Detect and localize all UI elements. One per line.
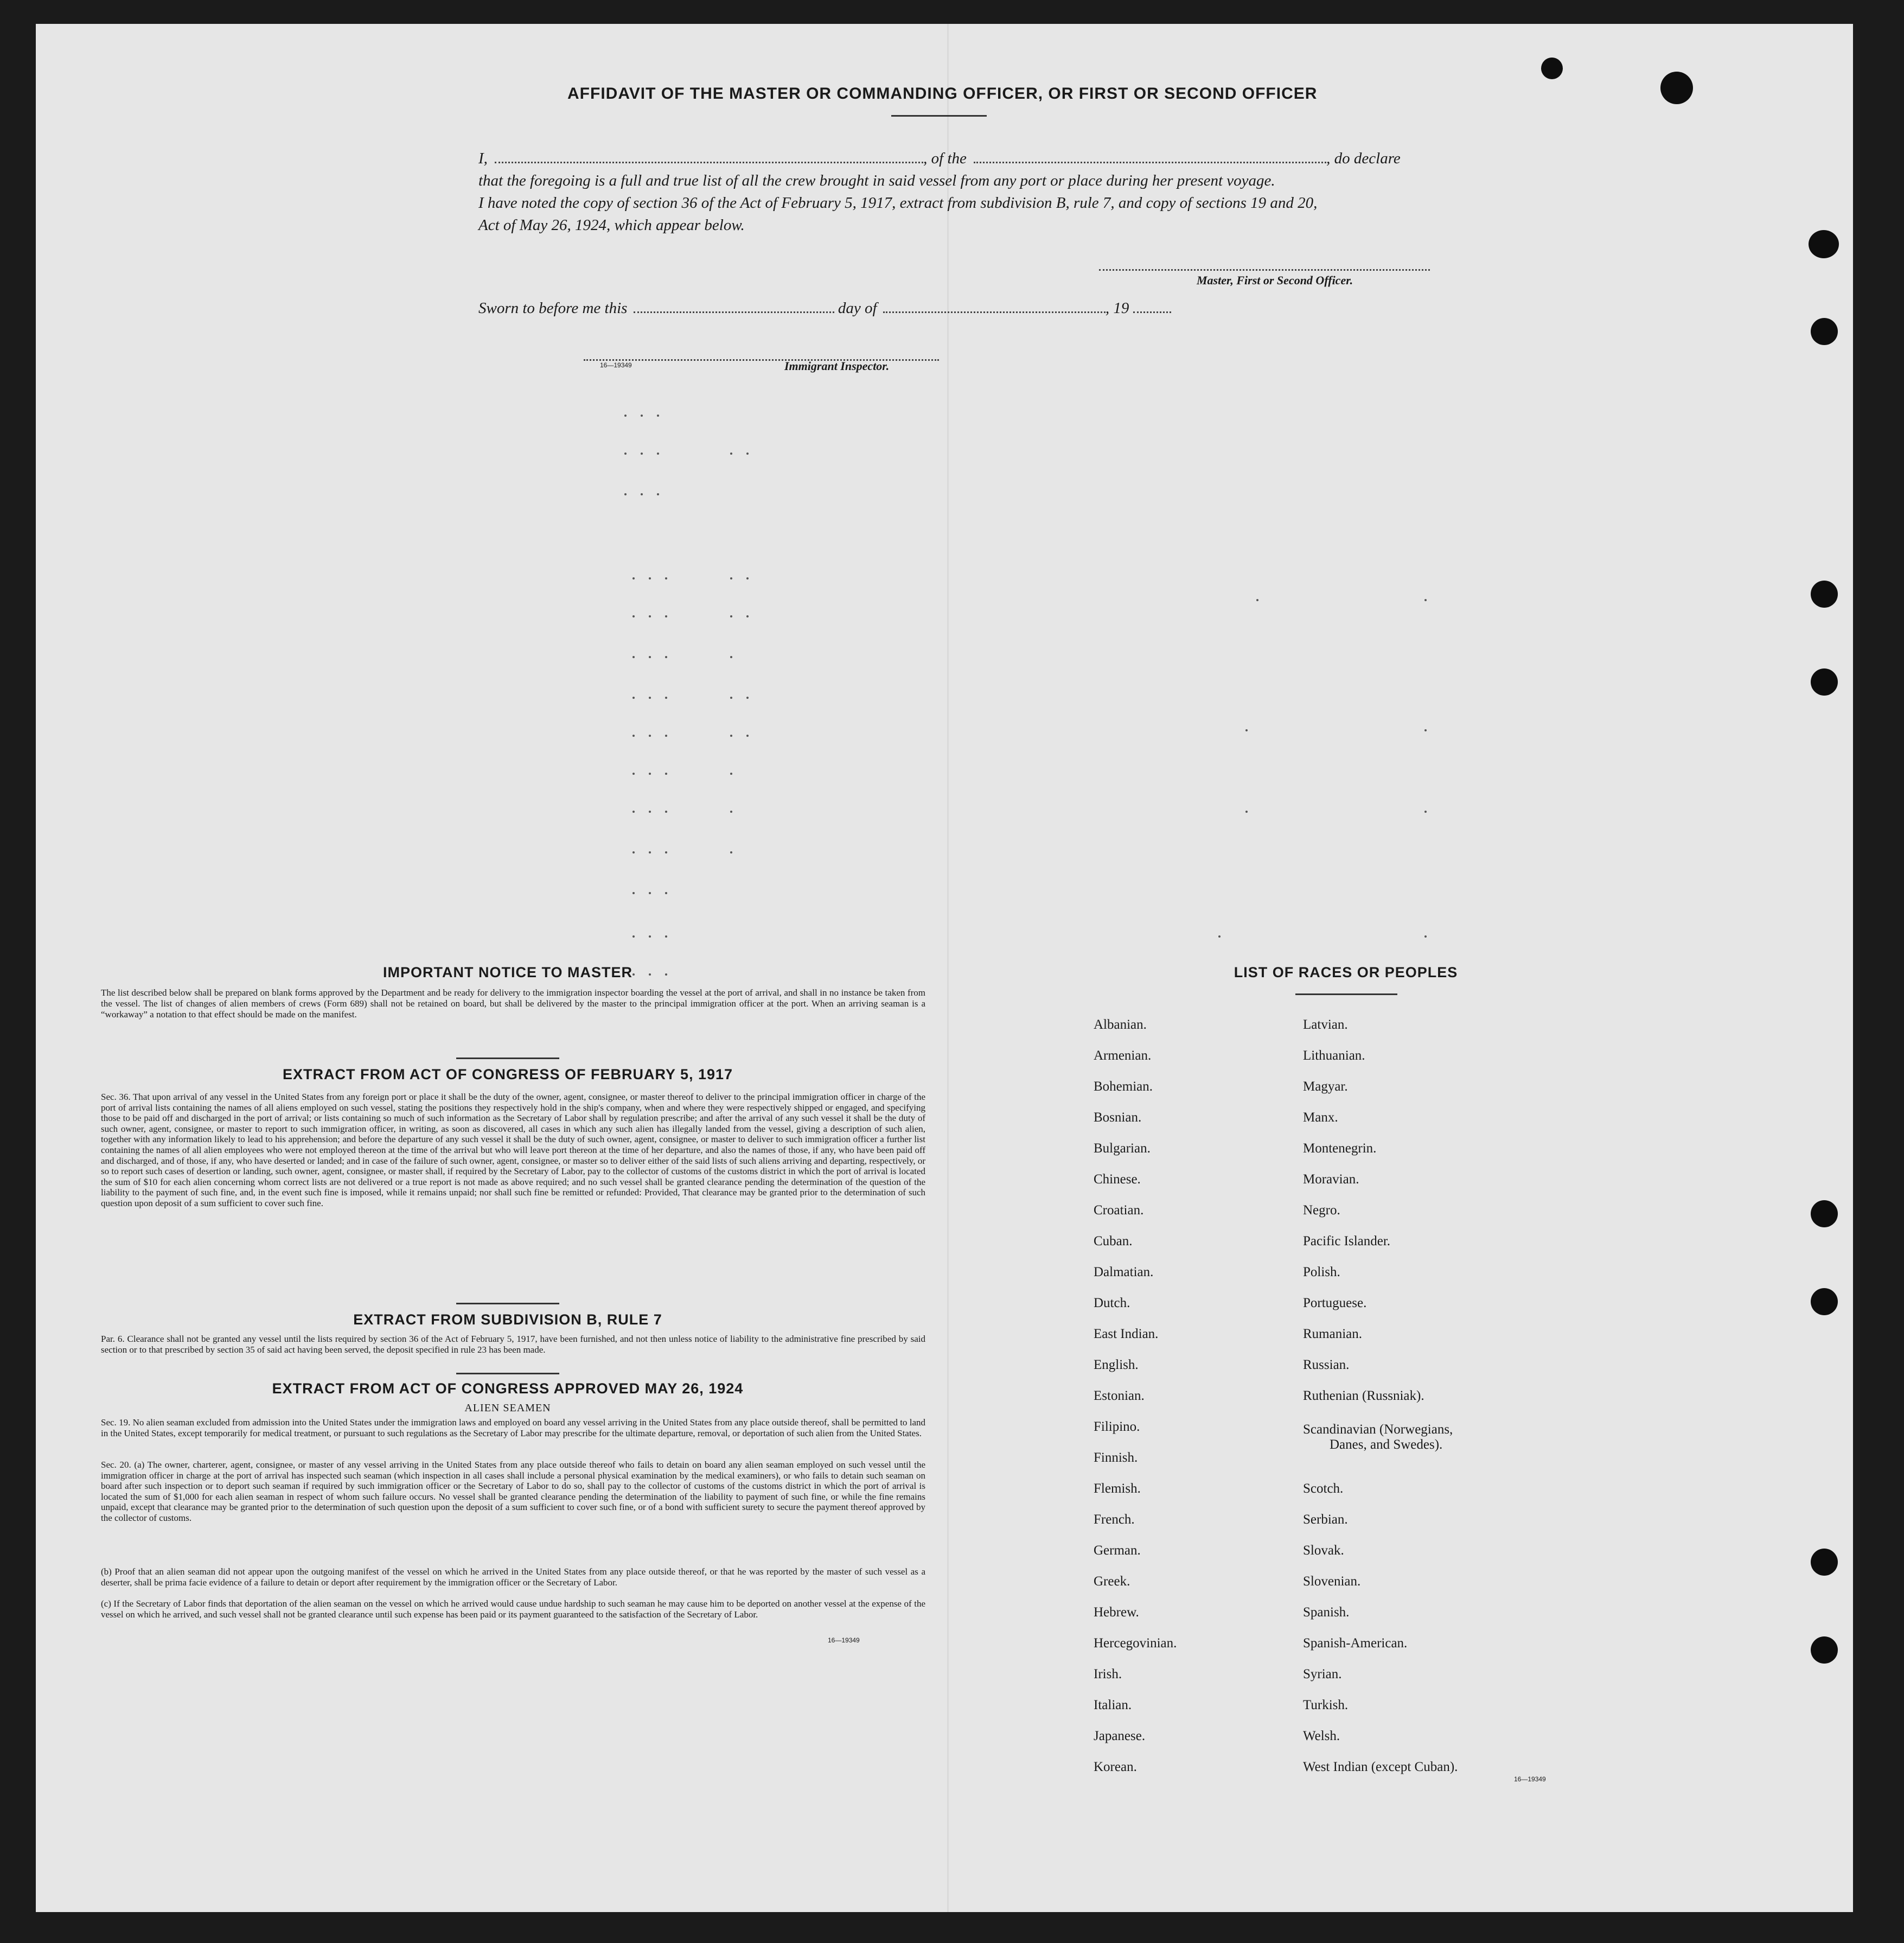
race-item: Korean. <box>1094 1760 1137 1774</box>
affidavit-title-rule <box>891 115 987 117</box>
form-page <box>36 24 1853 1912</box>
race-item: Greek. <box>1094 1574 1130 1589</box>
race-item: Estonian. <box>1094 1388 1145 1403</box>
form-number-right: 16—19349 <box>1514 1775 1546 1783</box>
punch-hole <box>1541 58 1563 79</box>
race-item: Welsh. <box>1303 1729 1340 1743</box>
extract-1924-subtitle: ALIEN SEAMEN <box>464 1402 551 1414</box>
race-item: Polish. <box>1303 1265 1340 1279</box>
race-item: Filipino. <box>1094 1419 1140 1434</box>
sworn-year: , 19 <box>1105 300 1129 317</box>
extract-rule7-text: Par. 6. Clearance shall not be granted any vessel until the lists required by section 36 of the Act of February 5, 1917, have been furnished, and not then unless notice of liability to the administrative fine prescribed by said section or to that prescribed by section 35 of said act having been served, the deposit specified in rule 23 has been made. <box>101 1334 925 1355</box>
race-item: Slovenian. <box>1303 1574 1361 1589</box>
punch-hole <box>1660 72 1693 104</box>
notice-text: The list described below shall be prepared on blank forms approved by the Department and be ready for delivery to the immigration inspector boarding the vessel at the port of arrival, and shall in no instance be taken from the vessel. The list of changes of alien members of crews (Form 689) shall not be retained on board, but shall be delivered by the master to the principal immigration officer at the port. When an arriving seaman is a “workaway” a notation to that effect should be made on the manifest. <box>101 988 925 1020</box>
race-item: Latvian. <box>1303 1017 1348 1032</box>
race-item: Moravian. <box>1303 1172 1359 1187</box>
race-item: Spanish. <box>1303 1605 1350 1620</box>
extract-rule7-rule <box>456 1373 559 1374</box>
race-item: West Indian (except Cuban). <box>1303 1760 1458 1774</box>
race-item: Magyar. <box>1303 1079 1348 1094</box>
affidavit-line-3: I have noted the copy of section 36 of the Act of February 5, 1917, extract from subdivision B, rule 7, and copy of sections 19 and 20, <box>478 194 1318 212</box>
notice-title: IMPORTANT NOTICE TO MASTER <box>383 964 632 980</box>
sworn-line <box>478 297 1171 320</box>
race-item: Cuban. <box>1094 1234 1133 1248</box>
extract-1917-title: EXTRACT FROM ACT OF CONGRESS OF FEBRUARY 5, 1917 <box>282 1066 733 1082</box>
race-item: Spanish-American. <box>1303 1636 1408 1651</box>
race-item: Lithuanian. <box>1303 1048 1365 1063</box>
race-item: Chinese. <box>1094 1172 1141 1187</box>
extract-1924-sec20a: Sec. 20. (a) The owner, charterer, agent, consignee, or master of any vessel arriving in the United States from any place outside thereof who fails to detain on board any alien seaman employed on such vessel until the immigration officer in charge at the port of arrival has inspected such seaman (which inspection in all cases shall include a personal physical examination by the medical examiners), or who fails to detain such seaman on board after such inspection or to deport such seaman if required by such immigration officer or the Secretary of Labor to do so, shall pay to the collector of customs of the customs district in which the port of arrival is located the sum of $1,000 for each alien seaman in respect of whom such failure occurs. No vessel shall be granted clearance pending the determination of the liability to payment of such fine, or while the fine remains unpaid, except that clearance may be granted prior to the determination of such question upon the deposit of a sum sufficient to cover such fine, or of a bond with sufficient surety to secure the payment thereof approved by the collector of customs. <box>101 1460 925 1523</box>
sworn-day-of: day of <box>838 300 877 317</box>
race-item: Turkish. <box>1303 1698 1349 1712</box>
race-item: Pacific Islander. <box>1303 1234 1391 1248</box>
affidavit-line-2: that the foregoing is a full and true list of all the crew brought in said vessel from any port or place during her present voyage. <box>478 172 1275 189</box>
races-title-rule <box>1295 993 1397 995</box>
race-item: Italian. <box>1094 1698 1132 1712</box>
extract-rule7-title: EXTRACT FROM SUBDIVISION B, RULE 7 <box>353 1311 662 1328</box>
affidavit-i: I, <box>478 150 488 167</box>
extract-1924-sec20b: (b) Proof that an alien seaman did not appear upon the outgoing manifest of the vessel on which he arrived in the United States from any place outside thereof, or that he was reported by the master of such vessel as a deserter, shall be prima facie evidence of a failure to detain or deport after requirement by the immigration officer or the Secretary of Labor. <box>101 1566 925 1588</box>
race-item: Dutch. <box>1094 1296 1130 1310</box>
race-item: Flemish. <box>1094 1481 1141 1496</box>
race-item: Rumanian. <box>1303 1327 1363 1341</box>
race-item: Bosnian. <box>1094 1110 1142 1125</box>
race-item: English. <box>1094 1358 1139 1372</box>
race-item: East Indian. <box>1094 1327 1159 1341</box>
race-item: Portuguese. <box>1303 1296 1367 1310</box>
affidavit-line-4: Act of May 26, 1924, which appear below. <box>478 216 745 234</box>
extract-1924-sec19: Sec. 19. No alien seaman excluded from admission into the United States under the immigration laws and employed on board any vessel arriving in the United States from any place outside thereof, shall be permitted to land in the United States, except temporarily for medical treatment, or pursuant to such regulations as the Secretary of Labor may prescribe for the ultimate departure, removal, or deportation of such alien from the United States. <box>101 1417 925 1438</box>
signature-label: Master, First or Second Officer. <box>1197 273 1353 287</box>
sworn-day-blank[interactable] <box>634 302 834 313</box>
race-item: Syrian. <box>1303 1667 1342 1681</box>
races-title: LIST OF RACES OR PEOPLES <box>1234 964 1458 980</box>
race-item: Hercegovinian. <box>1094 1636 1177 1651</box>
extract-1917-text: Sec. 36. That upon arrival of any vessel in the United States from any foreign port or place it shall be the duty of the owner, agent, consignee, or master thereof to deliver to the principal immigration officer in charge of the port of arrival lists containing the names of all aliens employed on such vessel, stating the positions they respectively hold in the ship's company, when and where they were respectively shipped or engaged, and specifying those to be paid off and discharged in the port of arrival; or lists containing so much of such information as the Secretary of Labor shall by regulation prescribe; and after the arrival of any such vessel it shall be the duty of such owner, agent, consignee, or master to report to such immigration officer, in writing, as soon as discovered, all cases in which any such alien has illegally landed from the vessel, giving a description of such alien, together with any information likely to lead to his apprehension; and before the departure of any such vessel it shall be the duty of such owner, agent, consignee, or master to deliver to such immigration officer a further list containing the names of all alien employees who were not employed thereon at the time of the arrival but who will leave port thereon at the time of her departure, and also the names of those, if any, who have been paid off and discharged, and of those, if any, who have deserted or landed; and in case of the failure of such owner, agent, consignee, or master so to deliver either of the said lists of such aliens arriving and departing, respectively, or so to report such cases of desertion or landing, such owner, agent, consignee, or master shall, if required by the Secretary of Labor, pay to the collector of customs of the customs district in which the port of arrival is located the sum of $10 for each alien concerning whom correct lists are not delivered or a true report is not made as above required; and no such vessel shall be granted clearance pending the determination of the question of the liability to the payment of such fine, and, in the event such fine is imposed, while it remains unpaid; nor shall such fine be remitted or refunded: Provided, That clearance may be granted prior to the determination of such question upon deposit of a sum sufficient to cover such fine. <box>101 1092 925 1208</box>
race-item: Albanian. <box>1094 1017 1147 1032</box>
race-item: Russian. <box>1303 1358 1350 1372</box>
sworn-prefix: Sworn to before me this <box>478 300 628 317</box>
affidavit-title: AFFIDAVIT OF THE MASTER OR COMMANDING OFFICER, OR FIRST OR SECOND OFFICER <box>567 85 1318 103</box>
extract-1924-title: EXTRACT FROM ACT OF CONGRESS APPROVED MAY 26, 1924 <box>272 1380 744 1397</box>
punch-hole <box>1811 1636 1838 1664</box>
punch-hole <box>1811 1200 1838 1227</box>
punch-hole <box>1811 318 1838 345</box>
extract-1924-sec20c: (c) If the Secretary of Labor finds that deportation of the alien seaman on the vessel on which he arrived would cause undue hardship to such seaman he may cause him to be deported on another vessel at the expense of the vessel on which he arrived, and such vessel shall not be granted clearance until such expense has been paid or its payment guaranteed to the satisfaction of the Secretary of Labor. <box>101 1598 925 1620</box>
race-item: Finnish. <box>1094 1450 1138 1465</box>
form-number-top: 16—19349 <box>600 361 632 369</box>
race-item: Hebrew. <box>1094 1605 1139 1620</box>
affidavit-declare: , do declare <box>1326 150 1401 167</box>
race-item: Irish. <box>1094 1667 1122 1681</box>
punch-hole <box>1809 230 1839 258</box>
notice-rule <box>456 1057 559 1059</box>
inspector-label: Immigrant Inspector. <box>784 359 890 373</box>
race-item: Slovak. <box>1303 1543 1344 1558</box>
signature-blank[interactable] <box>1099 259 1430 271</box>
punch-hole <box>1811 1288 1838 1315</box>
race-item: Dalmatian. <box>1094 1265 1154 1279</box>
race-item: Bulgarian. <box>1094 1141 1151 1156</box>
affidavit-of-the: , of the <box>923 150 967 167</box>
vessel-blank[interactable] <box>974 152 1326 163</box>
race-item: Ruthenian (Russniak). <box>1303 1388 1424 1403</box>
punch-hole <box>1811 668 1838 696</box>
race-item: Montenegrin. <box>1303 1141 1377 1156</box>
race-item: Croatian. <box>1094 1203 1144 1218</box>
punch-hole <box>1811 1549 1838 1576</box>
race-item: Bohemian. <box>1094 1079 1153 1094</box>
race-item: Manx. <box>1303 1110 1338 1125</box>
race-item: Negro. <box>1303 1203 1340 1218</box>
race-item: Scandinavian (Norwegians, <box>1303 1422 1453 1437</box>
affidavit-line-1 <box>478 148 1482 170</box>
sworn-year-blank[interactable] <box>1133 302 1171 313</box>
extract-1917-rule <box>456 1303 559 1304</box>
race-item: Serbian. <box>1303 1512 1348 1527</box>
race-item: French. <box>1094 1512 1135 1527</box>
race-item: Japanese. <box>1094 1729 1146 1743</box>
punch-hole <box>1811 581 1838 608</box>
name-blank[interactable] <box>495 152 923 163</box>
sworn-month-blank[interactable] <box>883 302 1106 313</box>
race-item: Armenian. <box>1094 1048 1152 1063</box>
race-item: German. <box>1094 1543 1141 1558</box>
race-item: Scotch. <box>1303 1481 1344 1496</box>
form-number-left: 16—19349 <box>828 1636 860 1644</box>
race-item-continued: Danes, and Swedes). <box>1330 1437 1443 1452</box>
